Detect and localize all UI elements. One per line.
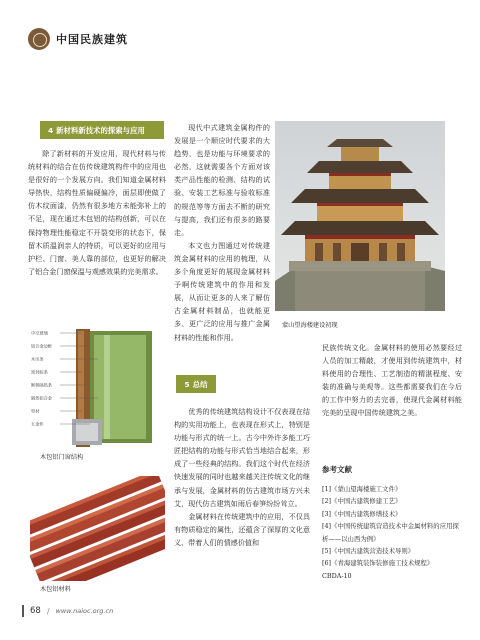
window-profile-caption: 木包铝门窗结构 (40, 454, 84, 461)
tower-photo-caption: 蒙山望海楼建设初现 (282, 322, 338, 329)
page-footer (22, 605, 113, 617)
reference-item: [1]《蒙山望海楼施工文件》 (322, 485, 402, 493)
callout-label: 五金件 (31, 421, 44, 427)
footer-separator: / (46, 606, 50, 616)
section-4-number: 4 (48, 125, 54, 135)
reference-item: CBDA-10 (322, 571, 352, 580)
middle-paragraph-1: 现代中式建筑金属构件的发展是一个顺应时代要求的大趋势，也是功能与环境要求的必然，这就需要各个方面对该类产品性能的检测、结构的试验、安装工艺标准与验收标准的规范等等方面去不断的研究与提高，我们还有很多的路要走。 (174, 123, 270, 237)
reference-item: [5]《中国古建筑营造技术导则》 (322, 547, 415, 556)
callout-label: 铝合金边框 (31, 343, 52, 349)
references-title: 参考文献 (322, 465, 352, 474)
right-column-text (322, 341, 462, 420)
callout-label: 中空玻璃 (31, 330, 48, 336)
left-column-text (28, 147, 166, 278)
section-5-text (174, 405, 310, 549)
section-5-paragraph-1: 优秀的传统建筑结构设计不仅表现在结构的实用功能上，也表现在形式上，特别是功能与形式的统一上。古今中外许多能工巧匠把结构的功能与形式恰当地结合起来，形成了一些经典的结构。我们这个时代在经济快速发展的同时也越来越关注传统文化的继承与发展，金属材料的仿古建筑市场方兴未艾，现代仿古建筑如雨后春笋纷纷耸立。 (174, 407, 310, 508)
references-list (322, 483, 462, 582)
section-5-number: 5 (184, 379, 190, 389)
page-number: 68 (30, 606, 41, 616)
callout-label: 木压条 (31, 356, 44, 362)
callout-label: 型材 (31, 408, 40, 414)
middle-paragraph-2: 本文也力图通过对传统建筑金属材料的应用的梳理，从多个角度更好的展现金属材料予啊传统建筑中的作用和发展，从而让更多的人来了解仿古金属材料制品，也就能更多、更广泛的应用与推广金属材料的性能和作用。 (174, 240, 270, 342)
section-4-body: 除了新材料的开发应用，现代材料与传统材料的结合在仿传统建筑构件中的应用也是很好的一个发展方向。我们知道金属材料导热快，结构性质偏硬偏冷，面层即使做了仿木纹面漆，仍然有很多地方未能弥补上的不足，现在通过木包铝的结构创新，可以在保持物理性能稳定不开裂变形的状态下，保留木质温润亲人的特质，可以更好的应用与护栏、门窗、美人靠的部位，也更好的解决了铝合金门窗保温与观感效果的完美需求。 (28, 149, 166, 276)
section-4-title: 新材料新技术的探索与应用 (56, 125, 145, 135)
footer-url: www.naioc.org.cn (55, 607, 114, 615)
right-paragraph: 民族传统文化。金属材料的使用必然要经过人员的加工精敲，才使用到传统建筑中，材料使用的合理性、工艺制造的精湛程度、安装的准确与美观等。这些都需要我们在今后的工作中努力的去完善，使现代金属材料能完美的呈现中国传统建筑之美。 (322, 343, 462, 418)
middle-column-text (174, 121, 270, 344)
journal-title: 中国民族建筑 (56, 33, 128, 46)
tower-photo (275, 121, 445, 311)
callout-label: 密封胶条 (31, 369, 48, 375)
section-5-paragraph-2: 金属材料在传统建筑中的应用，不仅具有物质稳定的属性，还蕴含了深厚的文化意义、带着人们的情感价值和 (174, 511, 310, 547)
journal-logo-icon (28, 28, 50, 50)
section-4-heading (40, 121, 164, 139)
footer-bar (22, 605, 24, 617)
section-5-title: 总结 (192, 379, 208, 389)
reference-item: [4]《中国传统建筑营造技术中金属材料的应用探析——以山西为例》 (322, 522, 459, 543)
callout-label: 断桥隔热条 (31, 382, 52, 388)
callout-label: 隔热铝合金 (31, 395, 52, 401)
reference-item: [2]《中国古建筑修建工艺》 (322, 497, 402, 506)
section-5-heading (176, 375, 216, 393)
reference-item: [6]《青海建筑装饰装修施工技术规程》 (322, 559, 434, 568)
journal-header (28, 28, 128, 50)
reference-item: [3]《中国古建筑修缮技术》 (322, 509, 402, 518)
timber-aluminum-photo (30, 476, 165, 581)
timber-aluminum-caption: 木包铝材料 (40, 586, 71, 593)
window-profile-diagram (30, 325, 165, 450)
